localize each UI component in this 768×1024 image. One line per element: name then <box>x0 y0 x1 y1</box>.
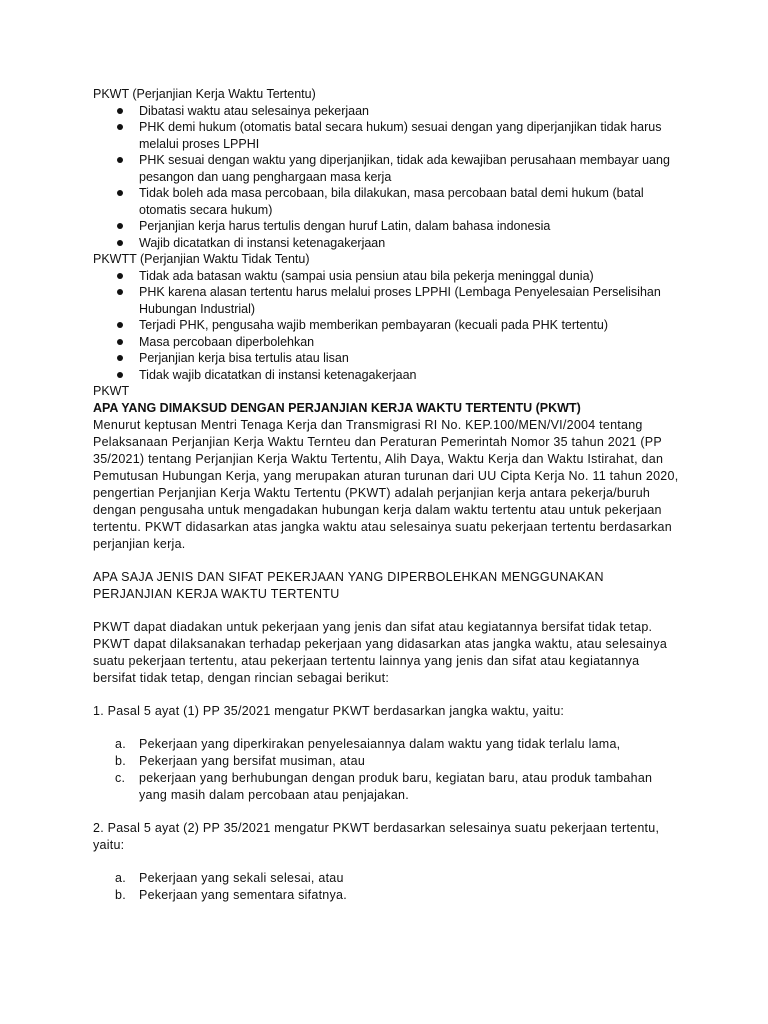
list-item: b. Pekerjaan yang sementara sifatnya. <box>115 887 347 902</box>
list-item: Terjadi PHK, pengusaha wajib memberikan pembayaran (kecuali pada PHK tertentu) <box>93 317 683 334</box>
list-marker: b. <box>115 887 126 902</box>
list-item: b. Pekerjaan yang bersifat musiman, atau <box>115 753 366 768</box>
list-item: Perjanjian kerja harus tertulis dengan huruf Latin, dalam bahasa indonesia <box>93 218 683 235</box>
list-item: a. Pekerjaan yang diperkirakan penyelesaiannya dalam waktu yang tidak terlalu lama, <box>115 736 621 751</box>
pasal-2-list <box>93 870 683 904</box>
list-item: PHK karena alasan tertentu harus melalui proses LPPHI (Lembaga Penyelesaian Perselisihan Hubungan Industrial) <box>93 284 683 317</box>
list-item: Dibatasi waktu atau selesainya pekerjaan <box>93 103 683 120</box>
definition-paragraph <box>93 417 683 553</box>
pkwt-bullet-list <box>93 103 683 252</box>
pkwt-title: PKWT (Perjanjian Kerja Waktu Tertentu) <box>93 87 316 101</box>
list-item: Tidak boleh ada masa percobaan, bila dilakukan, masa percobaan batal demi hukum (batal otomatis secara hukum) <box>93 185 683 218</box>
bullet-icon <box>117 372 123 378</box>
bullet-icon <box>117 108 123 114</box>
list-item: Perjanjian kerja bisa tertulis atau lisan <box>93 350 683 367</box>
bullet-icon <box>117 223 123 229</box>
list-marker: b. <box>115 753 126 768</box>
definition-intro: Menurut keptusan Mentri Tenaga Kerja dan Transmigrasi RI No. KEP.100/MEN/VI/2004 tentang Pelaksanaan Perjanjian Kerja Waktu Ternteu dan Peraturan Pemerintah Nomor 35 tahun 2021 (PP 35/2021) tentang Perjanjian Kerja Waktu Tertentu, Alih Daya, Waktu Kerja dan Waktu Istirahat, dan <box>93 417 664 466</box>
pasal-2-paragraph: 2. Pasal 5 ayat (2) PP 35/2021 mengatur PKWT berdasarkan selesainya suatu pekerjaan tertentu, yaitu: <box>93 820 660 852</box>
section-heading-types: APA SAJA JENIS DAN SIFAT PEKERJAAN YANG DIPERBOLEHKAN MENGGUNAKAN PERJANJIAN KERJA WAKTU TERTENTU <box>93 569 604 601</box>
bullet-icon <box>117 339 123 345</box>
pkwtt-bullet-list <box>93 268 683 384</box>
definition-rest: Pemutusan Hubungan Kerja, yang merupakan aturan turunan dari UU Cipta Kerja No. 11 tahun 2020, pengertian Perjanjian Kerja Waktu Tertentu (PKWT) adalah perjanjian kerja antara pekerja/buruh dengan pengusaha untuk mengadakan hubungan kerja dalam waktu tertentu atau untuk pekerjaan tertentu. PKWT didasarkan atas jangka waktu atau selesainya suatu pekerjaan tertentu berdasarkan perjanjian kerja. <box>93 468 679 551</box>
list-item: Wajib dicatatkan di instansi ketenagakerjaan <box>93 235 683 252</box>
pasal-1-list <box>93 736 683 804</box>
list-item: Tidak wajib dicatatkan di instansi ketenagakerjaan <box>93 367 683 384</box>
bullet-icon <box>117 322 123 328</box>
bullet-icon <box>117 240 123 246</box>
types-paragraph: PKWT dapat diadakan untuk pekerjaan yang jenis dan sifat atau kegiatannya bersifat tidak tetap. PKWT dapat dilaksanakan terhadap pekerjaan yang didasarkan atas jangka waktu, atau selesainya suatu pekerjaan tertentu, atau pekerjaan tertentu lainnya yang jenis dan sifat atau kegiatannya bersifat tidak tetap, dengan rincian sebagai berikut: <box>93 619 668 685</box>
bullet-icon <box>117 273 123 279</box>
pkwt-label: PKWT <box>93 384 130 398</box>
list-item: Masa percobaan diperbolehkan <box>93 334 683 351</box>
bullet-icon <box>117 124 123 130</box>
list-item: c. pekerjaan yang berhubungan dengan produk baru, kegiatan baru, atau produk tambahan yang masih dalam percobaan atau penjajakan. <box>115 770 653 802</box>
document-page <box>93 86 683 904</box>
list-marker: a. <box>115 870 126 885</box>
pasal-1-paragraph: 1. Pasal 5 ayat (1) PP 35/2021 mengatur PKWT berdasarkan jangka waktu, yaitu: <box>93 703 565 718</box>
list-item: Tidak ada batasan waktu (sampai usia pensiun atau bila pekerja meninggal dunia) <box>93 268 683 285</box>
bullet-icon <box>117 289 123 295</box>
list-item: a. Pekerjaan yang sekali selesai, atau <box>115 870 344 885</box>
list-marker: c. <box>115 770 126 785</box>
bullet-icon <box>117 190 123 196</box>
list-marker: a. <box>115 736 126 751</box>
bullet-icon <box>117 355 123 361</box>
list-item: PHK demi hukum (otomatis batal secara hukum) sesuai dengan yang diperjanjikan tidak harus melalui proses LPPHI <box>93 119 683 152</box>
bullet-icon <box>117 157 123 163</box>
list-item: PHK sesuai dengan waktu yang diperjanjikan, tidak ada kewajiban perusahaan membayar uang pesangon dan uang penghargaan masa kerja <box>93 152 683 185</box>
section-heading-definition: APA YANG DIMAKSUD DENGAN PERJANJIAN KERJA WAKTU TERTENTU (PKWT) <box>93 400 581 415</box>
pkwtt-title: PKWTT (Perjanjian Waktu Tidak Tentu) <box>93 252 310 266</box>
